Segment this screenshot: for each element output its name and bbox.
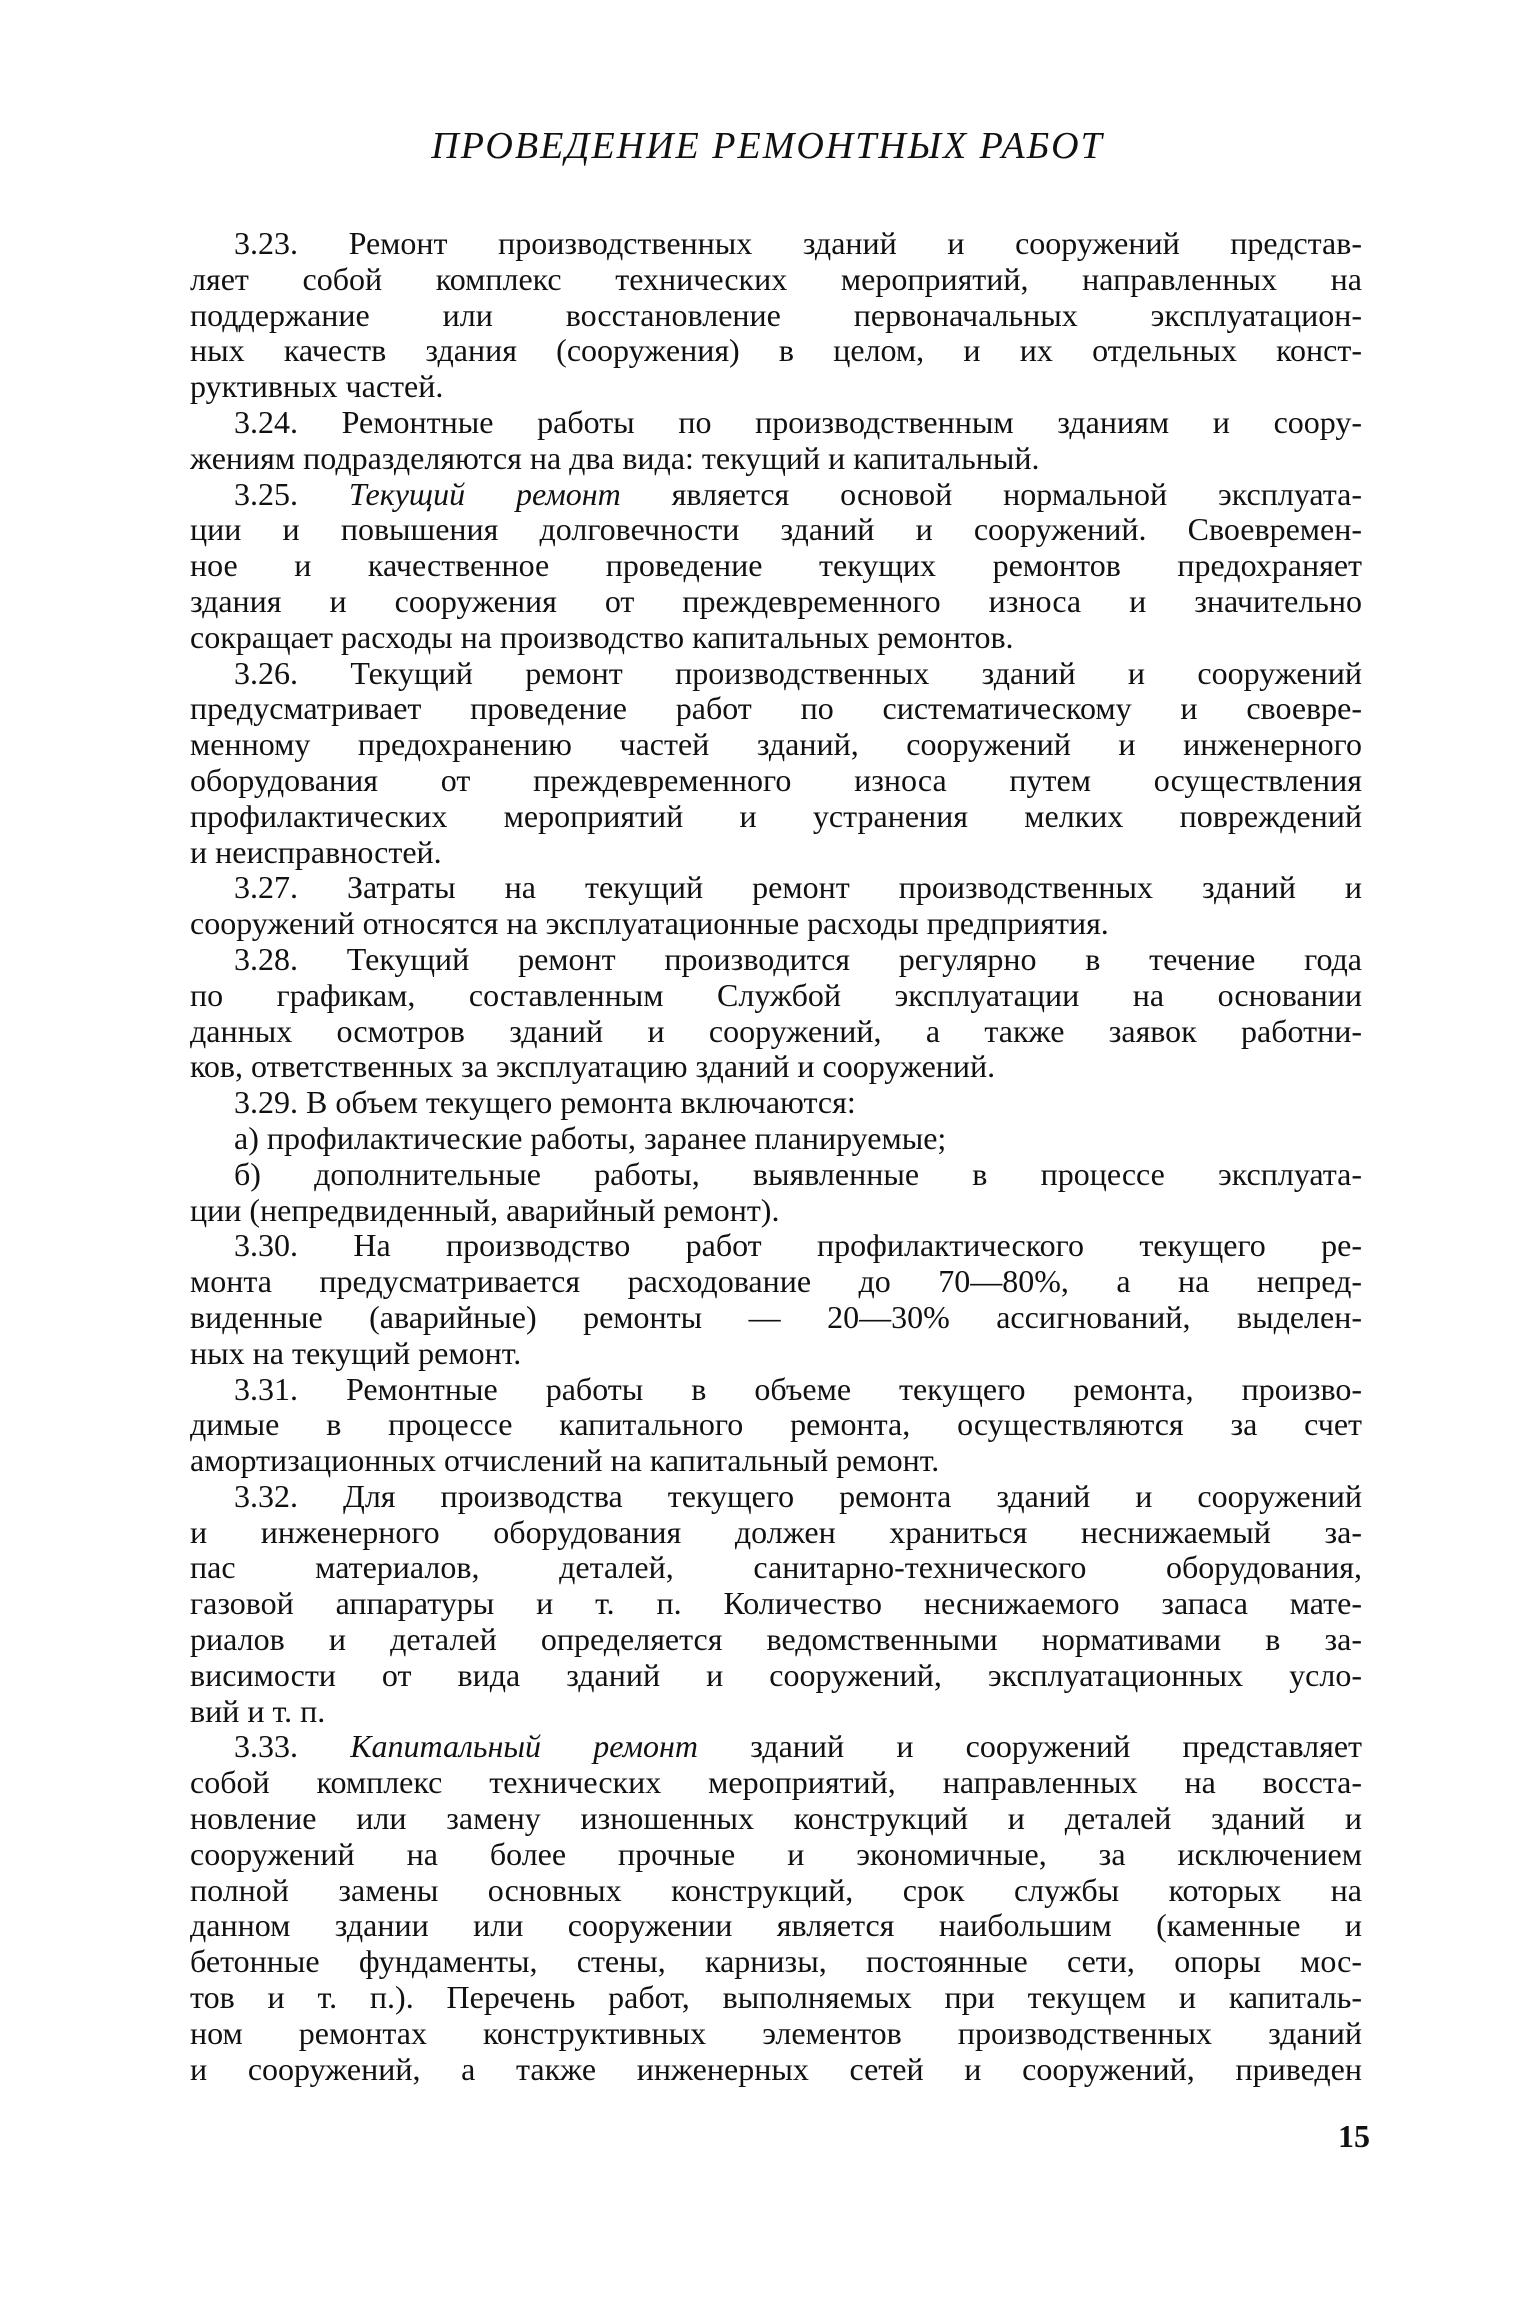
text-line: ции (непредвиденный, аварийный ремонт).	[190, 1192, 780, 1228]
paragraph	[190, 1479, 1362, 1730]
text-line: ции и повышения долговечности зданий и сооружений. Своевремен-	[190, 512, 1362, 548]
text-line: руктивных частей.	[190, 369, 444, 405]
text-line: сооружений относятся на эксплуатационные расходы предприятия.	[190, 906, 1109, 942]
text-line: полной замены основных конструкций, срок службы которых на	[190, 1872, 1362, 1908]
text-line: менному предохранению частей зданий, сооружений и инженерного	[190, 727, 1362, 763]
text-line: и инженерного оборудования должен храниться неснижаемый за-	[190, 1514, 1362, 1550]
italic-term: Текущий ремонт	[348, 476, 621, 512]
text-line: и сооружений, а также инженерных сетей и сооружений, приведен	[190, 2051, 1362, 2087]
text-line	[190, 1729, 1362, 1765]
paragraph	[190, 942, 1362, 1085]
text-line: пас материалов, деталей, санитарно-технического оборудования,	[190, 1550, 1362, 1586]
text-line: оборудования от преждевременного износа путем осуществления	[190, 762, 1362, 798]
text-line: сокращает расходы на производство капитальных ремонтов.	[190, 619, 1014, 655]
text-line: предусматривает проведение работ по систематическому и своевре-	[190, 691, 1362, 727]
text-line: 3.23. Ремонт производственных зданий и сооружений представ-	[234, 226, 1362, 261]
text-line: тов и т. п.). Перечень работ, выполняемых при текущем и капиталь-	[190, 1980, 1362, 2016]
text-line: жениям подразделяются на два вида: текущий и капитальный.	[190, 440, 1040, 476]
text-segment: 3.33.	[234, 1729, 351, 1765]
paragraph	[190, 1085, 1362, 1121]
text-line: 3.30. На производство работ профилактического текущего ре-	[234, 1228, 1362, 1264]
paragraph	[190, 656, 1362, 871]
paragraph	[190, 1121, 1362, 1157]
italic-term: Капитальный ремонт	[350, 1729, 699, 1765]
text-line: димые в процессе капитального ремонта, осуществляются за счет	[190, 1407, 1362, 1443]
text-line: и неисправностей.	[190, 834, 442, 870]
text-line	[190, 477, 1362, 513]
text-line: новление или замену изношенных конструкций и деталей зданий и	[190, 1801, 1362, 1837]
paragraph	[190, 477, 1362, 656]
text-line: данных осмотров зданий и сооружений, а также заявок работни-	[190, 1013, 1362, 1049]
text-segment: 3.25.	[234, 476, 349, 512]
text-line: газовой аппаратуры и т. п. Количество неснижаемого запаса мате-	[190, 1586, 1362, 1622]
page-header-title: ПРОВЕДЕНИЕ РЕМОНТНЫХ РАБОТ	[431, 125, 1104, 167]
text-line: ных качеств здания (сооружения) в целом, и их отдельных конст-	[190, 333, 1362, 369]
text-segment: является основой нормальной эксплуата-	[620, 476, 1362, 512]
text-line: б) дополнительные работы, выявленные в процессе эксплуата-	[234, 1156, 1362, 1192]
paragraph	[190, 1228, 1362, 1371]
text-line: а) профилактические работы, заранее планируемые;	[234, 1120, 947, 1156]
text-line: риалов и деталей определяется ведомственными нормативами в за-	[190, 1622, 1362, 1658]
text-line: здания и сооружения от преждевременного износа и значительно	[190, 583, 1362, 619]
text-line: 3.32. Для производства текущего ремонта зданий и сооружений	[234, 1478, 1362, 1514]
text-segment: зданий и сооружений представляет	[698, 1729, 1362, 1765]
text-line: поддержание или восстановление первоначальных эксплуатацион-	[190, 297, 1362, 333]
text-line: 3.28. Текущий ремонт производится регулярно в течение года	[234, 941, 1362, 977]
text-line: вий и т. п.	[190, 1693, 326, 1729]
text-line: собой комплекс технических мероприятий, направленных на восста-	[190, 1765, 1362, 1801]
text-line: 3.31. Ремонтные работы в объеме текущего ремонта, произво-	[234, 1371, 1362, 1407]
paragraph	[190, 1372, 1362, 1479]
text-line: 3.29. В объем текущего ремонта включаются:	[234, 1085, 856, 1121]
page-number: 15	[1338, 2118, 1370, 2154]
text-line: висимости от вида зданий и сооружений, эксплуатационных усло-	[190, 1657, 1362, 1693]
text-line: монта предусматривается расходование до 70—80%, а на непред-	[190, 1264, 1362, 1300]
text-line: ное и качественное проведение текущих ремонтов предохраняет	[190, 548, 1362, 584]
text-line: ляет собой комплекс технических мероприятий, направленных на	[190, 261, 1362, 297]
paragraph	[190, 226, 1362, 405]
text-line: ном ремонтах конструктивных элементов производственных зданий	[190, 2015, 1362, 2051]
text-line: по графикам, составленным Службой эксплуатации на основании	[190, 977, 1362, 1013]
text-line: сооружений на более прочные и экономичные, за исключением	[190, 1836, 1362, 1872]
text-line: бетонные фундаменты, стены, карнизы, постоянные сети, опоры мос-	[190, 1944, 1362, 1980]
text-line: профилактических мероприятий и устранения мелких повреждений	[190, 798, 1362, 834]
text-line: виденные (аварийные) ремонты — 20—30% ассигнований, выделен-	[190, 1299, 1362, 1335]
paragraph	[190, 1157, 1362, 1229]
text-line: 3.24. Ремонтные работы по производственным зданиям и соору-	[234, 404, 1362, 440]
paragraph	[190, 405, 1362, 477]
text-line: ных на текущий ремонт.	[190, 1335, 522, 1371]
text-line: 3.27. Затраты на текущий ремонт производственных зданий и	[234, 870, 1362, 906]
text-line: 3.26. Текущий ремонт производственных зданий и сооружений	[234, 655, 1362, 691]
paragraph	[190, 870, 1362, 942]
body-text	[190, 226, 1362, 2087]
text-line: ков, ответственных за эксплуатацию зданий и сооружений.	[190, 1049, 996, 1085]
text-line: амортизационных отчислений на капитальный ремонт.	[190, 1443, 940, 1479]
paragraph	[190, 1729, 1362, 2087]
text-line: данном здании или сооружении является наибольшим (каменные и	[190, 1908, 1362, 1944]
